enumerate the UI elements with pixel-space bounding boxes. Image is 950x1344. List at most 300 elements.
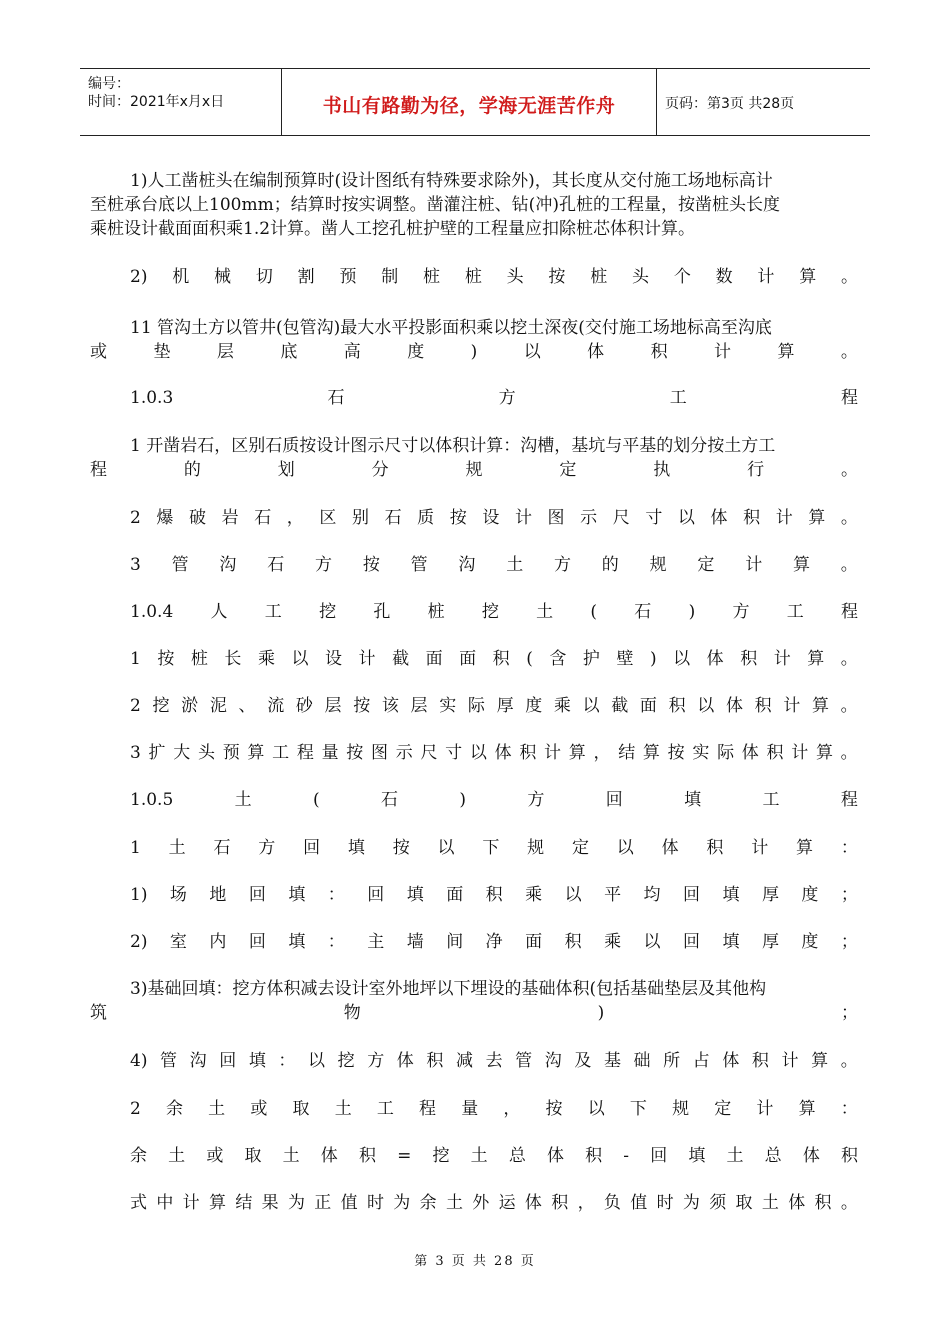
text-token: 算	[799, 267, 817, 287]
text-token: 或	[206, 1146, 224, 1166]
text-token: 计	[783, 696, 801, 716]
text-token: 方	[498, 388, 516, 408]
text-token: 定	[714, 1099, 732, 1119]
text-token: 按	[545, 1099, 563, 1119]
text-token: 程	[841, 602, 858, 622]
text-token: 乘	[604, 932, 622, 952]
text-token: 以	[616, 838, 634, 858]
text-token: 程	[840, 388, 858, 408]
text-token: 土	[334, 1099, 352, 1119]
text-token: 为	[393, 1193, 411, 1213]
text-token: 1.0.4	[130, 602, 174, 622]
text-token: 计	[544, 743, 562, 763]
text-token: 体	[722, 1051, 740, 1071]
text-token: 量	[461, 1099, 479, 1119]
text-token: 面	[459, 649, 477, 669]
text-token: 设	[325, 649, 343, 669]
text-token: 以	[643, 932, 661, 952]
text-token: 2	[130, 1099, 141, 1119]
text-token: ，	[577, 1193, 595, 1213]
text-token: 填	[688, 1146, 706, 1166]
text-token: 内	[209, 932, 227, 952]
text-token: 结	[235, 1193, 253, 1213]
text-token: 土	[445, 1193, 463, 1213]
text-token: 平	[604, 885, 622, 905]
text-token: 度	[801, 932, 819, 952]
text-token: =	[397, 1146, 412, 1166]
text-token: 土	[168, 1146, 186, 1166]
text-token: 挖	[337, 1051, 355, 1071]
text-token: 石	[213, 838, 231, 858]
text-token: 的	[183, 460, 201, 480]
text-token: 3	[130, 743, 141, 763]
text-line: 3)基础回填：挖方体积减去设计室外地坪以下埋设的基础体积(包括基础垫层及其他构	[130, 979, 767, 999]
text-line	[130, 837, 858, 859]
text-token: 破	[189, 508, 207, 528]
text-token: 填	[288, 885, 306, 905]
text-token: 该	[381, 696, 399, 716]
text-token: 墙	[406, 932, 424, 952]
text-token: 面	[639, 696, 657, 716]
text-token: 4)	[130, 1051, 148, 1071]
text-token: 方	[315, 555, 333, 575]
text-token: 土	[208, 1099, 226, 1119]
text-token: 沟	[219, 555, 237, 575]
text-token: (	[526, 649, 533, 669]
text-token: 高	[343, 342, 361, 362]
text-token: 体	[320, 1146, 338, 1166]
text-token: ：	[840, 838, 858, 858]
text-token: 头	[197, 743, 215, 763]
text-token: 程	[840, 790, 858, 810]
text-token: 以	[523, 342, 541, 362]
text-token: 填	[347, 838, 365, 858]
text-token: 下	[482, 838, 500, 858]
text-token: 程	[90, 460, 107, 480]
text-token: 取	[244, 1146, 262, 1166]
text-token: 积	[485, 885, 503, 905]
text-token: 填	[288, 932, 306, 952]
text-token: 方	[527, 790, 545, 810]
text-token: )	[597, 1003, 605, 1023]
section-heading	[130, 387, 858, 409]
text-token: 按	[392, 838, 410, 858]
text-token: 。	[840, 1193, 858, 1213]
text-token: 2)	[130, 267, 148, 287]
text-token: 工	[272, 743, 290, 763]
text-token: 土	[168, 838, 186, 858]
text-token: 1	[130, 838, 141, 858]
text-token: 定	[559, 460, 577, 480]
text-token: 厚	[761, 885, 779, 905]
text-token: 填	[684, 790, 702, 810]
text-token: 。	[840, 649, 858, 669]
text-token: 流	[267, 696, 285, 716]
text-token: 值	[340, 1193, 358, 1213]
text-token: 回	[248, 932, 266, 952]
text-token: 算	[811, 1051, 829, 1071]
text-token: 头	[506, 267, 524, 287]
text-token: 计	[514, 508, 532, 528]
text-token: 积	[754, 696, 772, 716]
text-token: 按	[353, 696, 371, 716]
text-token: 垫	[153, 342, 171, 362]
text-token: 扩	[148, 743, 166, 763]
text-token: 减	[455, 1051, 473, 1071]
text-token: 体	[524, 1193, 542, 1213]
text-token: 大	[173, 743, 191, 763]
text-token: 回	[683, 932, 701, 952]
text-token: 量	[321, 743, 339, 763]
text-token: 方	[258, 838, 276, 858]
text-line: 至桩承台底以上100mm；结算时按实调整。凿灌注桩、钻(冲)孔桩的工程量，按凿桩头长度	[90, 195, 780, 215]
text-token: 层	[216, 342, 234, 362]
text-token: 乘	[525, 885, 543, 905]
text-token: 。	[840, 743, 858, 763]
text-token: 计	[781, 1051, 799, 1071]
text-token: 工	[264, 602, 282, 622]
text-token: 积	[519, 743, 537, 763]
text-token: 桩	[590, 267, 608, 287]
text-token: 工	[762, 790, 780, 810]
text-token: 所	[663, 1051, 681, 1071]
text-token: 积	[706, 838, 724, 858]
text-token: 正	[314, 1193, 332, 1213]
text-token: 回	[683, 885, 701, 905]
text-token: 积	[551, 1193, 569, 1213]
text-token: 中	[156, 1193, 174, 1213]
text-token: ：	[327, 885, 345, 905]
text-token: )	[470, 342, 478, 362]
text-token: 石	[634, 602, 652, 622]
text-token: ，	[593, 743, 611, 763]
text-token: 以	[697, 696, 715, 716]
page-header	[80, 68, 870, 136]
text-token: 割	[297, 267, 315, 287]
text-token: 算	[792, 555, 810, 575]
header-center-cell	[282, 69, 657, 135]
text-token: 设	[482, 508, 500, 528]
text-token: ：	[840, 1099, 858, 1119]
text-token: 回	[303, 838, 321, 858]
text-token: (	[590, 602, 598, 622]
text-token: 壁	[616, 649, 634, 669]
text-token: )	[649, 649, 657, 669]
text-token: 计	[757, 267, 775, 287]
text-token: 按	[449, 508, 467, 528]
text-token: 定	[697, 555, 715, 575]
text-line	[130, 884, 858, 906]
text-line	[130, 507, 858, 529]
text-token: 2	[130, 696, 141, 716]
text-token: 个	[673, 267, 691, 287]
text-token: 尺	[612, 508, 630, 528]
text-token: 的	[601, 555, 619, 575]
text-token: 程	[419, 1099, 437, 1119]
text-line	[130, 266, 858, 288]
text-token: 以	[673, 649, 691, 669]
text-token: 2	[130, 508, 141, 528]
text-token: 须	[709, 1193, 727, 1213]
text-token: 沟	[189, 1051, 207, 1071]
text-token: 。	[841, 460, 858, 480]
text-token: 规	[465, 460, 483, 480]
text-token: 示	[580, 508, 598, 528]
text-line	[130, 1050, 858, 1072]
text-token: 械	[214, 267, 232, 287]
text-token: 室	[169, 932, 187, 952]
text-token: 算	[568, 743, 586, 763]
text-token: 底	[280, 342, 298, 362]
text-token: 机	[172, 267, 190, 287]
text-token: 图	[547, 508, 565, 528]
text-token: 为	[287, 1193, 305, 1213]
text-token: 计	[745, 555, 763, 575]
text-token: 。	[840, 696, 858, 716]
text-token: 积	[668, 696, 686, 716]
text-token: ：	[327, 932, 345, 952]
text-token: 土	[234, 790, 252, 810]
text-token: 以	[308, 1051, 326, 1071]
text-token: 度	[407, 342, 425, 362]
text-token: 制	[381, 267, 399, 287]
text-token: 以	[564, 885, 582, 905]
text-token: 按	[157, 649, 175, 669]
section-heading	[130, 601, 858, 623]
text-token: 孔	[373, 602, 391, 622]
text-token: 地	[209, 885, 227, 905]
text-token: 果	[261, 1193, 279, 1213]
text-token: 规	[649, 555, 667, 575]
text-token: 算	[807, 649, 825, 669]
text-token: 淤	[181, 696, 199, 716]
text-token: 填	[722, 885, 740, 905]
text-token: 土	[282, 1146, 300, 1166]
text-token: 负	[603, 1193, 621, 1213]
text-token: 规	[527, 838, 545, 858]
text-token: 石	[267, 555, 285, 575]
text-token: 计	[182, 1193, 200, 1213]
text-token: 以	[469, 743, 487, 763]
text-token: 时	[366, 1193, 384, 1213]
text-token: 切	[255, 267, 273, 287]
text-token: 积	[751, 1051, 769, 1071]
text-token: 时	[656, 1193, 674, 1213]
text-token: ；	[840, 932, 858, 952]
text-token: 积	[358, 1146, 376, 1166]
text-line	[130, 1098, 858, 1120]
text-token: 余	[166, 1099, 183, 1119]
text-token: 规	[672, 1099, 690, 1119]
text-token: 算	[247, 743, 265, 763]
text-token: 尺	[420, 743, 438, 763]
text-token: 体	[741, 743, 759, 763]
text-token: 计	[791, 743, 809, 763]
text-token: 取	[292, 1099, 310, 1119]
text-token: 际	[717, 743, 735, 763]
text-token: 质	[417, 508, 435, 528]
text-token: 回	[248, 885, 266, 905]
text-line	[130, 931, 858, 953]
text-token: 填	[722, 932, 740, 952]
text-token: 示	[395, 743, 413, 763]
text-line	[90, 341, 858, 363]
text-token: 筑	[90, 1003, 107, 1023]
text-token: 填	[248, 1051, 266, 1071]
text-token: 以	[437, 838, 455, 858]
text-token: 回	[605, 790, 623, 810]
text-token: 总	[764, 1146, 782, 1166]
text-token: 石	[327, 388, 345, 408]
text-token: 、	[238, 696, 256, 716]
text-token: 桩	[190, 649, 208, 669]
text-token: 1.0.5	[130, 790, 174, 810]
text-token: 管	[410, 555, 428, 575]
text-token: )	[688, 602, 696, 622]
text-token: 为	[682, 1193, 700, 1213]
text-token: 总	[508, 1146, 526, 1166]
text-token: 1.0.3	[130, 388, 174, 408]
text-token: 度	[525, 696, 543, 716]
text-token: 预	[339, 267, 357, 287]
text-token: 截	[611, 696, 629, 716]
text-token: 取	[735, 1193, 753, 1213]
text-token: 净	[485, 932, 503, 952]
text-token: 层	[410, 696, 428, 716]
text-token: 划	[277, 460, 295, 480]
text-line: 1)人工凿桩头在编制预算时(设计图纸有特殊要求除外)，其长度从交付施工场地标高计	[130, 171, 773, 191]
text-token: 计	[358, 649, 376, 669]
text-token: 护	[582, 649, 600, 669]
text-token: 填	[406, 885, 424, 905]
text-token: 方	[732, 602, 750, 622]
text-token: 实	[439, 696, 457, 716]
text-token: 计	[751, 838, 769, 858]
text-line	[130, 648, 858, 670]
text-token: 面	[425, 649, 443, 669]
text-token: 工	[376, 1099, 394, 1119]
text-token: 算	[815, 743, 833, 763]
text-token: 分	[371, 460, 389, 480]
text-token: 体	[661, 838, 679, 858]
text-token: 挖	[432, 1146, 450, 1166]
text-token: 按	[346, 743, 364, 763]
text-token: 值	[630, 1193, 648, 1213]
text-token: 及	[574, 1051, 592, 1071]
text-token: 算	[796, 838, 814, 858]
text-token: 土	[470, 1146, 488, 1166]
text-token: 体	[788, 1193, 806, 1213]
text-token: 积	[740, 649, 758, 669]
text-token: -	[623, 1146, 630, 1166]
text-token: 挖	[152, 696, 170, 716]
text-token: 算	[208, 1193, 226, 1213]
text-token: 基	[603, 1051, 621, 1071]
text-token: ；	[840, 885, 858, 905]
formula-line	[130, 1145, 858, 1167]
text-token: 挖	[481, 602, 499, 622]
text-token: 式	[130, 1193, 147, 1213]
text-token: 运	[498, 1193, 516, 1213]
text-token: 层	[324, 696, 342, 716]
text-token: 积	[766, 743, 784, 763]
text-token: 体	[396, 1051, 414, 1071]
text-token: 主	[367, 932, 385, 952]
text-token: 算	[808, 508, 826, 528]
text-token: 方	[554, 555, 571, 575]
text-token: 工	[786, 602, 804, 622]
text-token: 计	[756, 1099, 774, 1119]
text-token: 泥	[209, 696, 227, 716]
text-token: 乘	[257, 649, 275, 669]
text-token: 积	[426, 1051, 444, 1071]
text-token: 石	[381, 790, 399, 810]
text-token: 体	[710, 508, 728, 528]
text-line	[90, 1002, 858, 1024]
text-token: 体	[725, 696, 743, 716]
text-token: 头	[632, 267, 650, 287]
text-token: 按	[667, 743, 685, 763]
text-token: 管	[515, 1051, 533, 1071]
text-token: 计	[714, 342, 732, 362]
text-line	[130, 742, 858, 764]
text-token: 石	[254, 508, 272, 528]
section-heading	[130, 789, 858, 811]
text-token: 以	[291, 649, 309, 669]
text-token: 土	[761, 1193, 779, 1213]
text-token: 算	[777, 342, 795, 362]
text-token: 。	[840, 555, 858, 575]
text-token: 积	[743, 508, 761, 528]
text-token: 物	[343, 1003, 361, 1023]
text-token: 寸	[645, 508, 663, 528]
text-token: 程	[296, 743, 314, 763]
text-token: 余	[130, 1146, 147, 1166]
text-token: ，	[286, 508, 304, 528]
text-token: 沟	[458, 555, 476, 575]
text-token: 外	[472, 1193, 490, 1213]
text-token: 土	[726, 1146, 744, 1166]
text-token: 。	[840, 508, 858, 528]
text-token: 厚	[761, 932, 779, 952]
text-line	[130, 1192, 858, 1214]
text-line: 1 开凿岩石，区别石质按设计图示尺寸以体积计算：沟槽，基坑与平基的划分按土方工	[130, 436, 776, 456]
text-token: 积	[585, 1146, 603, 1166]
text-token: 面	[446, 885, 464, 905]
text-token: ；	[840, 1003, 858, 1023]
text-line	[90, 459, 858, 481]
text-line: 乘桩设计截面面积乘1.2计算。凿人工挖孔桩护壁的工程量应扣除桩芯体积计算。	[90, 219, 696, 239]
page-footer: 第 3 页 共 28 页	[414, 1254, 536, 1269]
text-token: 岩	[221, 508, 239, 528]
text-token: 执	[653, 460, 671, 480]
page-info: 页码：第3页 共28页	[665, 96, 795, 112]
text-token: 乘	[553, 696, 571, 716]
text-token: 土	[536, 602, 554, 622]
text-token: 均	[643, 885, 661, 905]
text-token: 爆	[156, 508, 174, 528]
text-token: 。	[840, 342, 858, 362]
text-token: 长	[224, 649, 242, 669]
text-token: 。	[841, 267, 858, 287]
text-token: 体	[706, 649, 724, 669]
text-token: 厚	[496, 696, 514, 716]
text-token: 间	[446, 932, 464, 952]
text-token: 寸	[445, 743, 463, 763]
text-token: 桩	[423, 267, 441, 287]
text-token: 去	[485, 1051, 503, 1071]
text-token: 体	[802, 1146, 820, 1166]
